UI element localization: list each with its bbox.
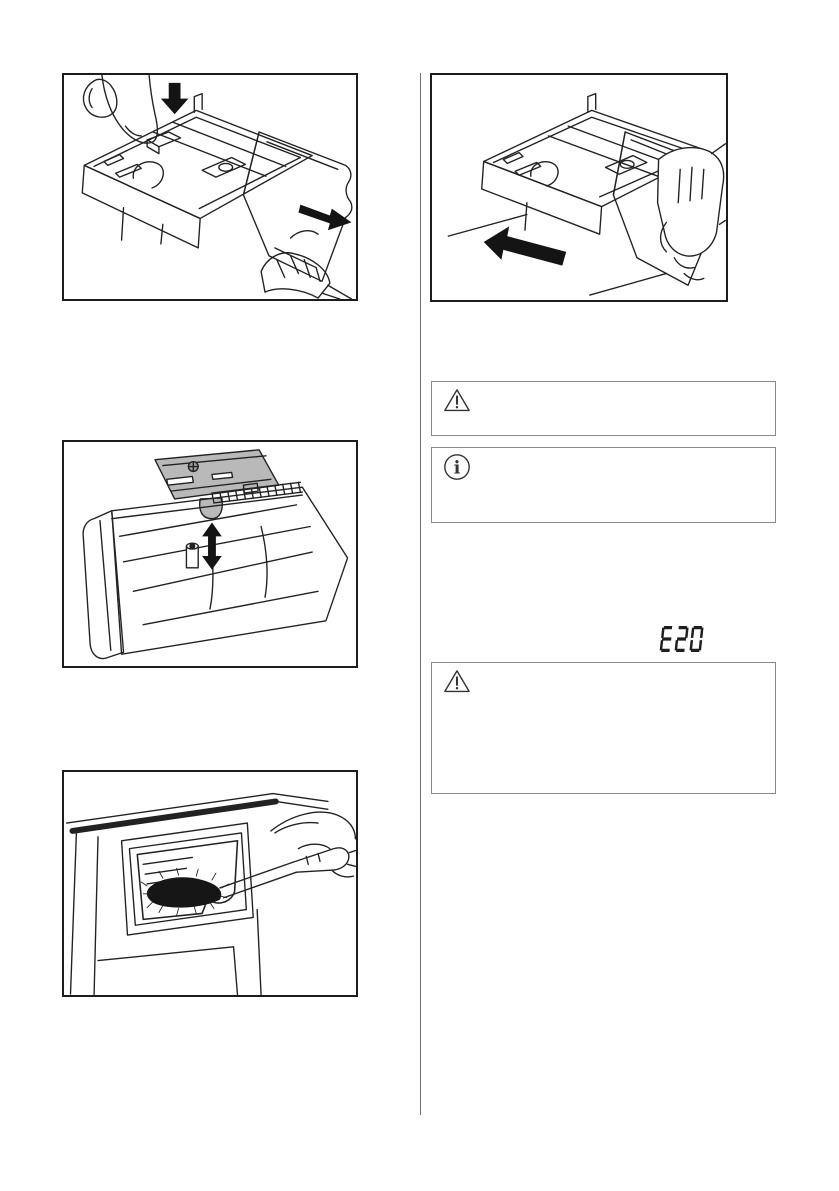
column-divider xyxy=(420,73,421,1115)
softener-insert-illustration xyxy=(64,442,356,666)
info-note xyxy=(431,447,776,523)
error-code-display xyxy=(659,626,707,652)
figure-press-catch-and-pull-out-drawer xyxy=(62,73,358,301)
figure-remove-softener-insert xyxy=(62,440,358,668)
drawer-pull-out-illustration xyxy=(64,75,356,299)
warning-note-drain xyxy=(431,662,776,794)
figure-push-drawer-in xyxy=(430,73,728,302)
warning-icon xyxy=(443,388,471,414)
svg-text:i: i xyxy=(453,458,461,479)
figure-clean-drawer-recess xyxy=(62,770,358,997)
info-icon xyxy=(443,453,471,479)
drawer-push-in-illustration xyxy=(432,75,726,300)
warning-note-detergent xyxy=(431,381,776,436)
recess-brush-illustration xyxy=(64,772,356,995)
warning-icon xyxy=(443,669,471,695)
